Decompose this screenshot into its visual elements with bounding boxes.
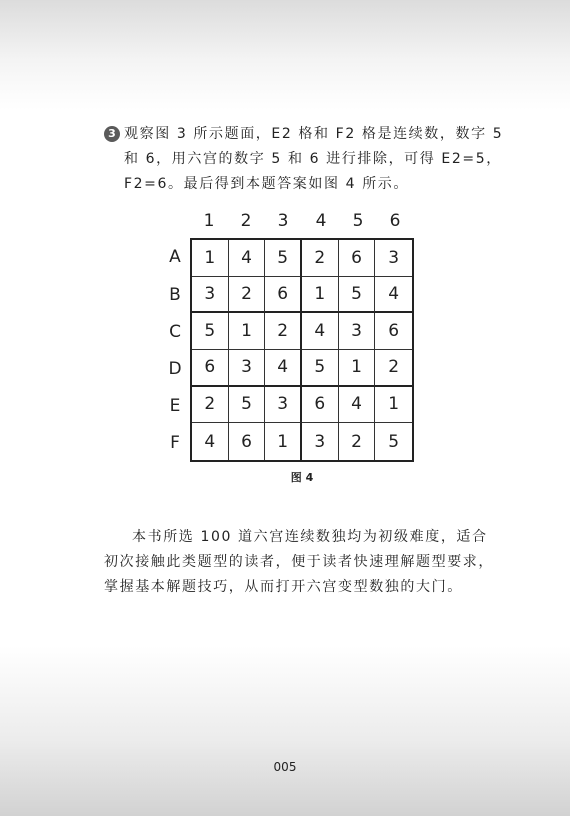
column-label: 5 — [352, 211, 364, 231]
sudoku-grid — [190, 238, 414, 462]
row-label: C — [169, 322, 181, 342]
row-label: F — [170, 433, 180, 453]
grid-cell: 4 — [192, 423, 229, 460]
grid-cell: 1 — [192, 240, 229, 277]
grid-cell: 6 — [265, 277, 302, 314]
grid-cell: 1 — [375, 387, 412, 424]
grid-cell: 1 — [229, 313, 266, 350]
grid-cell: 6 — [302, 387, 339, 424]
row-label: A — [169, 247, 181, 267]
grid-cell: 4 — [229, 240, 266, 277]
row-label: E — [169, 396, 181, 416]
grid-cell: 6 — [192, 350, 229, 387]
grid-cell: 4 — [265, 350, 302, 387]
step-number-badge: 3 — [104, 126, 120, 142]
grid-cell: 5 — [339, 277, 376, 314]
column-label: 2 — [240, 211, 252, 231]
grid-cell: 3 — [265, 387, 302, 424]
figure-caption: 图 4 — [290, 471, 314, 484]
grid-cell: 1 — [339, 350, 376, 387]
grid-cell: 6 — [229, 423, 266, 460]
grid-cell: 2 — [302, 240, 339, 277]
grid-cell: 3 — [375, 240, 412, 277]
grid-cell: 2 — [192, 387, 229, 424]
grid-cell: 2 — [229, 277, 266, 314]
page-number: 005 — [273, 760, 297, 774]
step-text-1: 观察图 3 所示题面，E2 格和 F2 格是连续数，数字 5 — [124, 126, 504, 142]
grid-cell: 4 — [375, 277, 412, 314]
step-paragraph — [104, 122, 504, 197]
closing-line-1: 本书所选 100 道六宫连续数独均为初级难度，适合 — [132, 529, 488, 545]
grid-cell: 3 — [192, 277, 229, 314]
column-label: 3 — [277, 211, 289, 231]
grid-cell: 2 — [265, 313, 302, 350]
page-footer-shade — [0, 646, 570, 816]
column-label: 4 — [315, 211, 327, 231]
grid-cell: 5 — [192, 313, 229, 350]
grid-cell: 2 — [339, 423, 376, 460]
step-line-2: 和 6，用六宫的数字 5 和 6 进行排除，可得 E2=5， — [124, 151, 502, 167]
step-line-1 — [104, 122, 504, 147]
grid-cell: 4 — [302, 313, 339, 350]
grid-cell: 6 — [339, 240, 376, 277]
grid-cell: 3 — [302, 423, 339, 460]
row-label: D — [168, 359, 182, 379]
closing-paragraph — [104, 525, 504, 600]
grid-cell: 1 — [302, 277, 339, 314]
grid-cell: 5 — [302, 350, 339, 387]
closing-line-3: 掌握基本解题技巧，从而打开六宫变型数独的大门。 — [104, 579, 463, 595]
grid-cell: 5 — [229, 387, 266, 424]
row-label: B — [169, 285, 181, 305]
column-label: 6 — [389, 211, 401, 231]
grid-cell: 3 — [339, 313, 376, 350]
grid-cell: 5 — [265, 240, 302, 277]
grid-cell: 1 — [265, 423, 302, 460]
column-label: 1 — [203, 211, 215, 231]
step-line-3: F2=6。最后得到本题答案如图 4 所示。 — [124, 176, 410, 192]
grid-cell: 4 — [339, 387, 376, 424]
closing-line-2: 初次接触此类题型的读者，便于读者快速理解题型要求， — [104, 554, 494, 570]
page-header-shade — [0, 0, 570, 110]
grid-cell: 2 — [375, 350, 412, 387]
grid-cell: 3 — [229, 350, 266, 387]
grid-cell: 5 — [388, 431, 400, 452]
grid-cell: 6 — [375, 313, 412, 350]
